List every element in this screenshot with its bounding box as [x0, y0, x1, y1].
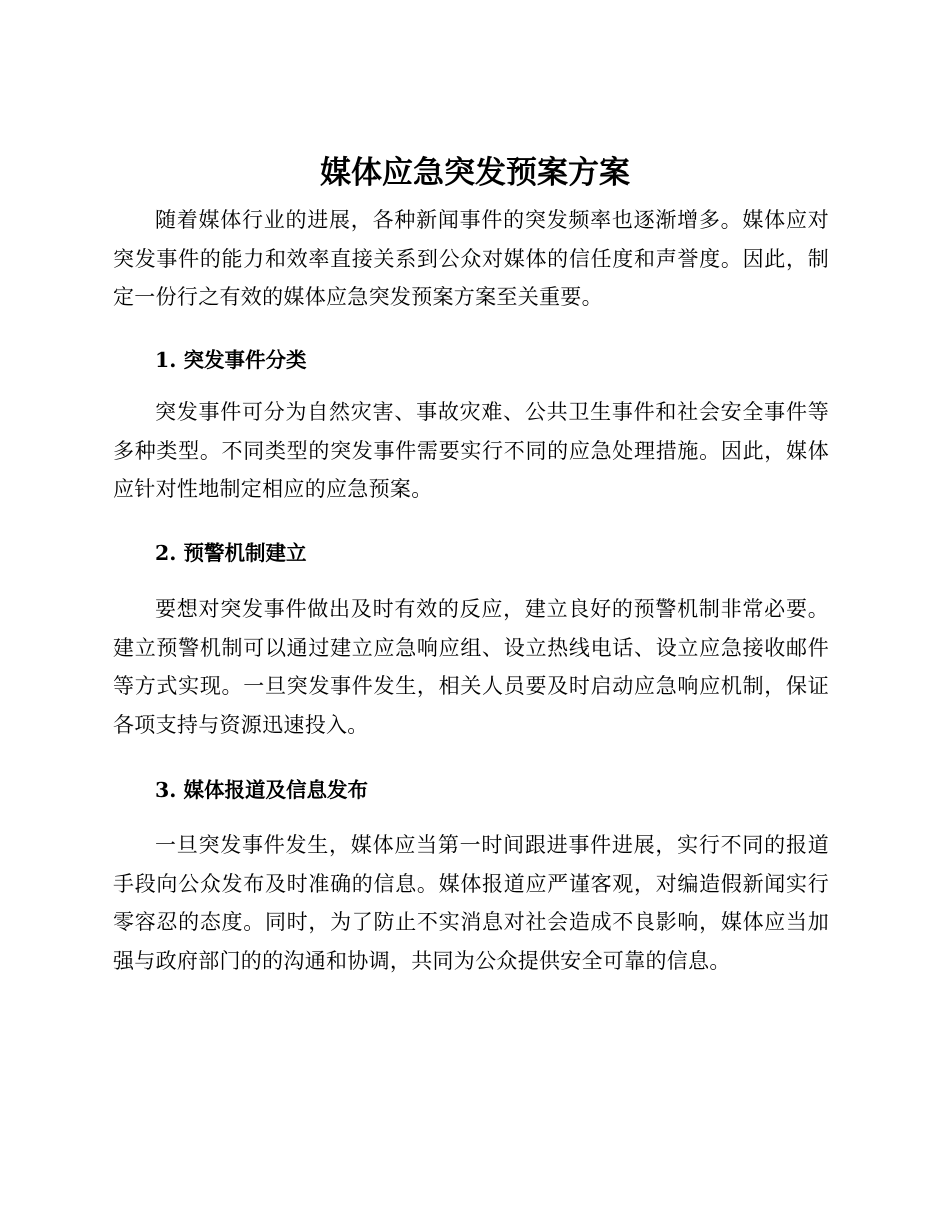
section-heading-warning-mechanism: 2. 预警机制建立: [155, 541, 307, 565]
section-body-warning-mechanism: 要想对突发事件做出及时有效的反应，建立良好的预警机制非常必要。建立预警机制可以通过建立应急响应组、设立热线电话、设立应急接收邮件等方式实现。一旦突发事件发生，相关人员要及时启动应急响应机制，保证各项支持与资源迅速投入。: [113, 597, 829, 737]
section-heading-media-reporting: 3. 媒体报道及信息发布: [155, 778, 369, 802]
document-title: 媒体应急突发预案方案: [320, 155, 630, 191]
section-heading-classification: 1. 突发事件分类: [155, 348, 307, 372]
intro-paragraph: 随着媒体行业的进展，各种新闻事件的突发频率也逐渐增多。媒体应对突发事件的能力和效率直接关系到公众对媒体的信任度和声誉度。因此，制定一份行之有效的媒体应急突发预案方案至关重要。: [113, 208, 829, 309]
section-body-classification: 突发事件可分为自然灾害、事故灾难、公共卫生事件和社会安全事件等多种类型。不同类型的突发事件需要实行不同的应急处理措施。因此，媒体应针对性地制定相应的应急预案。: [113, 400, 829, 501]
section-body-media-reporting: 一旦突发事件发生，媒体应当第一时间跟进事件进展，实行不同的报道手段向公众发布及时准确的信息。媒体报道应严谨客观，对编造假新闻实行零容忍的态度。同时，为了防止不实消息对社会造成不良影响，媒体应当加强与政府部门的的沟通和协调，共同为公众提供安全可靠的信息。: [113, 833, 829, 973]
